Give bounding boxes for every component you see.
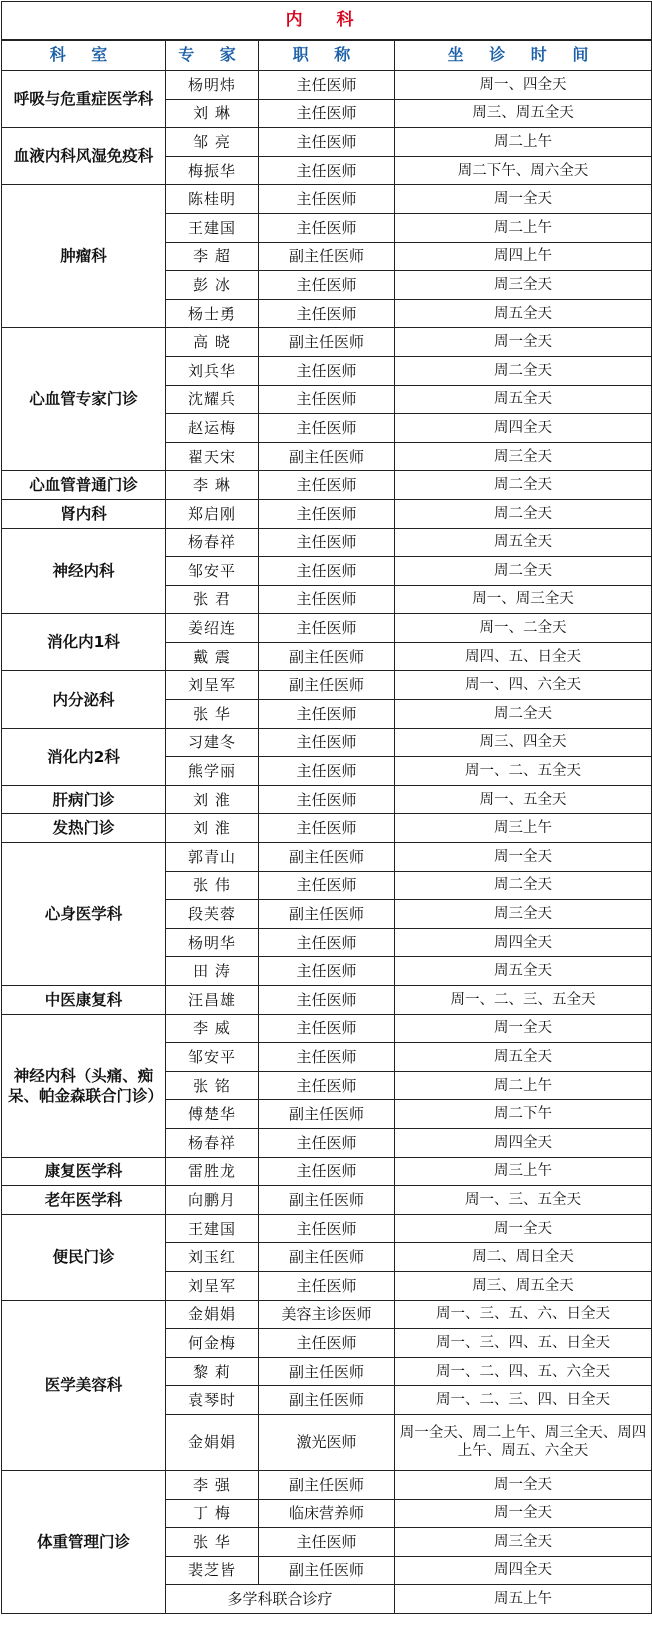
time-cell: 周三全天 (395, 271, 652, 300)
time-cell: 周一、二、三、四、日全天 (395, 1386, 652, 1415)
position-cell: 主任医师 (259, 271, 395, 300)
table-row (2, 128, 652, 157)
position-cell: 副主任医师 (259, 671, 395, 700)
position-cell: 副主任医师 (259, 328, 395, 357)
position-cell: 主任医师 (259, 614, 395, 643)
position-cell: 副主任医师 (259, 1243, 395, 1272)
position-cell: 副主任医师 (259, 1386, 395, 1415)
doctor-cell: 翟天宋 (166, 442, 259, 471)
doctor-cell: 黎 莉 (166, 1357, 259, 1386)
position-cell: 主任医师 (259, 385, 395, 414)
position-cell: 主任医师 (259, 1329, 395, 1358)
time-cell: 周三上午 (395, 1157, 652, 1186)
time-cell: 周一全天 (395, 1014, 652, 1043)
position-cell: 主任医师 (259, 728, 395, 757)
position-cell: 激光医师 (259, 1414, 395, 1470)
time-cell: 周三全天 (395, 1528, 652, 1557)
position-cell: 主任医师 (259, 528, 395, 557)
doctor-cell: 王建国 (166, 213, 259, 242)
position-cell: 主任医师 (259, 557, 395, 586)
time-cell: 周三、周五全天 (395, 1271, 652, 1300)
department-cell: 康复医学科 (2, 1157, 166, 1186)
doctor-cell: 何金梅 (166, 1329, 259, 1358)
time-cell: 周三上午 (395, 814, 652, 843)
table-row (2, 1470, 652, 1499)
time-cell: 周一、二全天 (395, 614, 652, 643)
department-cell: 血液内科风湿免疫科 (2, 128, 166, 185)
position-cell: 副主任医师 (259, 1100, 395, 1129)
time-cell: 周一、周三全天 (395, 585, 652, 614)
time-cell: 周一全天 (395, 1470, 652, 1499)
position-cell: 主任医师 (259, 156, 395, 185)
position-cell: 主任医师 (259, 499, 395, 528)
time-cell: 周三、四全天 (395, 728, 652, 757)
time-cell: 周二全天 (395, 471, 652, 500)
time-cell: 周一全天 (395, 1499, 652, 1528)
doctor-cell: 傅楚华 (166, 1100, 259, 1129)
doctor-cell: 刘兵华 (166, 356, 259, 385)
time-cell: 周四全天 (395, 1556, 652, 1585)
position-cell: 临床营养师 (259, 1499, 395, 1528)
doctor-cell: 张 华 (166, 1528, 259, 1557)
doctor-cell: 汪昌雄 (166, 986, 259, 1015)
doctor-cell: 邹安平 (166, 1043, 259, 1072)
position-cell: 主任医师 (259, 928, 395, 957)
time-cell: 周一、二、四、五、六全天 (395, 1357, 652, 1386)
position-cell: 副主任医师 (259, 1556, 395, 1585)
position-cell: 副主任医师 (259, 242, 395, 271)
position-cell: 主任医师 (259, 1128, 395, 1157)
department-cell: 肾内科 (2, 499, 166, 528)
position-cell: 主任医师 (259, 299, 395, 328)
header-row (2, 40, 652, 71)
position-cell: 主任医师 (259, 700, 395, 729)
doctor-cell: 刘 淮 (166, 785, 259, 814)
position-cell: 主任医师 (259, 585, 395, 614)
doctor-cell: 张 伟 (166, 871, 259, 900)
doctor-cell: 刘呈军 (166, 1271, 259, 1300)
doctor-cell: 段芙蓉 (166, 900, 259, 929)
doctor-cell: 刘 淮 (166, 814, 259, 843)
doctor-cell: 杨春祥 (166, 1128, 259, 1157)
position-cell: 主任医师 (259, 1014, 395, 1043)
time-cell: 周二全天 (395, 871, 652, 900)
doctor-cell: 邹安平 (166, 557, 259, 586)
department-cell: 神经内科 (2, 528, 166, 614)
time-cell: 周二上午 (395, 213, 652, 242)
position-cell: 主任医师 (259, 1214, 395, 1243)
doctor-cell: 田 涛 (166, 957, 259, 986)
department-cell: 呼吸与危重症医学科 (2, 71, 166, 128)
department-cell: 便民门诊 (2, 1214, 166, 1300)
time-cell: 周一、二、五全天 (395, 757, 652, 786)
time-cell: 周四全天 (395, 414, 652, 443)
table-row (2, 1214, 652, 1243)
doctor-cell: 李 超 (166, 242, 259, 271)
table-row (2, 728, 652, 757)
doctor-cell: 郑启刚 (166, 499, 259, 528)
doctor-cell: 陈桂明 (166, 185, 259, 214)
doctor-cell: 彭 冰 (166, 271, 259, 300)
table-row (2, 986, 652, 1015)
doctor-cell: 熊学丽 (166, 757, 259, 786)
time-cell: 周二全天 (395, 557, 652, 586)
mdt-time-cell: 周五上午 (395, 1585, 652, 1614)
doctor-cell: 习建冬 (166, 728, 259, 757)
position-cell: 主任医师 (259, 414, 395, 443)
time-cell: 周四上午 (395, 242, 652, 271)
doctor-cell: 袁琴时 (166, 1386, 259, 1415)
department-cell: 内分泌科 (2, 671, 166, 728)
time-cell: 周三全天 (395, 442, 652, 471)
department-cell: 肿瘤科 (2, 185, 166, 328)
department-cell: 心身医学科 (2, 843, 166, 986)
doctor-cell: 刘 琳 (166, 99, 259, 128)
position-cell: 主任医师 (259, 1071, 395, 1100)
time-cell: 周五全天 (395, 1043, 652, 1072)
department-cell: 神经内科（头痛、痴呆、帕金森联合门诊） (2, 1014, 166, 1157)
table-row (2, 1157, 652, 1186)
table-row (2, 814, 652, 843)
department-cell: 肝病门诊 (2, 785, 166, 814)
position-cell: 主任医师 (259, 213, 395, 242)
time-cell: 周一全天 (395, 843, 652, 872)
time-cell: 周五全天 (395, 385, 652, 414)
table-row (2, 471, 652, 500)
doctor-cell: 李 威 (166, 1014, 259, 1043)
time-cell: 周一、二、三、五全天 (395, 986, 652, 1015)
table-row (2, 614, 652, 643)
time-cell: 周三、周五全天 (395, 99, 652, 128)
table-row (2, 328, 652, 357)
table-row (2, 671, 652, 700)
table-row (2, 843, 652, 872)
time-cell: 周二上午 (395, 1071, 652, 1100)
doctor-cell: 杨春祥 (166, 528, 259, 557)
position-cell: 主任医师 (259, 99, 395, 128)
time-cell: 周四全天 (395, 928, 652, 957)
position-cell: 主任医师 (259, 1271, 395, 1300)
doctor-cell: 张 君 (166, 585, 259, 614)
time-cell: 周四全天 (395, 1128, 652, 1157)
doctor-cell: 杨明炜 (166, 71, 259, 100)
time-cell: 周五全天 (395, 299, 652, 328)
position-cell: 副主任医师 (259, 843, 395, 872)
doctor-cell: 张 华 (166, 700, 259, 729)
position-cell: 主任医师 (259, 871, 395, 900)
position-cell: 主任医师 (259, 957, 395, 986)
department-cell: 消化内1科 (2, 614, 166, 671)
time-cell: 周二下午、周六全天 (395, 156, 652, 185)
position-cell: 副主任医师 (259, 442, 395, 471)
doctor-cell: 王建国 (166, 1214, 259, 1243)
doctor-cell: 杨明华 (166, 928, 259, 957)
doctor-cell: 赵运梅 (166, 414, 259, 443)
doctor-cell: 姜绍连 (166, 614, 259, 643)
doctor-cell: 雷胜龙 (166, 1157, 259, 1186)
doctor-cell: 杨士勇 (166, 299, 259, 328)
table-row (2, 1014, 652, 1043)
position-cell: 副主任医师 (259, 900, 395, 929)
time-cell: 周二上午 (395, 128, 652, 157)
doctor-cell: 刘呈军 (166, 671, 259, 700)
position-cell: 副主任医师 (259, 1186, 395, 1215)
doctor-cell: 梅振华 (166, 156, 259, 185)
doctor-cell: 向鹏月 (166, 1186, 259, 1215)
schedule-body (2, 71, 652, 1614)
table-row (2, 1300, 652, 1329)
department-cell: 老年医学科 (2, 1186, 166, 1215)
position-cell: 主任医师 (259, 785, 395, 814)
department-cell: 心血管普通门诊 (2, 471, 166, 500)
time-cell: 周五全天 (395, 957, 652, 986)
position-cell: 主任医师 (259, 1157, 395, 1186)
position-cell: 主任医师 (259, 71, 395, 100)
doctor-cell: 戴 震 (166, 642, 259, 671)
doctor-cell: 金娟娟 (166, 1300, 259, 1329)
doctor-cell: 沈耀兵 (166, 385, 259, 414)
department-cell: 医学美容科 (2, 1300, 166, 1470)
position-cell: 主任医师 (259, 128, 395, 157)
doctor-cell: 高 晓 (166, 328, 259, 357)
time-cell: 周四、五、日全天 (395, 642, 652, 671)
title-row (2, 2, 652, 40)
department-cell: 心血管专家门诊 (2, 328, 166, 471)
table-row (2, 1186, 652, 1215)
table-title: 内 科 (2, 2, 652, 40)
time-cell: 周二全天 (395, 700, 652, 729)
table-row (2, 185, 652, 214)
header-department: 科 室 (2, 40, 166, 71)
department-cell: 体重管理门诊 (2, 1470, 166, 1613)
table-row (2, 499, 652, 528)
position-cell: 主任医师 (259, 1043, 395, 1072)
header-doctor: 专 家 (166, 40, 259, 71)
department-cell: 中医康复科 (2, 986, 166, 1015)
time-cell: 周一、五全天 (395, 785, 652, 814)
position-cell: 主任医师 (259, 986, 395, 1015)
time-cell: 周二全天 (395, 356, 652, 385)
position-cell: 主任医师 (259, 185, 395, 214)
time-cell: 周一、三、五全天 (395, 1186, 652, 1215)
position-cell: 副主任医师 (259, 642, 395, 671)
position-cell: 美容主诊医师 (259, 1300, 395, 1329)
table-row (2, 785, 652, 814)
doctor-cell: 李 琳 (166, 471, 259, 500)
doctor-cell: 丁 梅 (166, 1499, 259, 1528)
department-cell: 消化内2科 (2, 728, 166, 785)
position-cell: 主任医师 (259, 1528, 395, 1557)
time-cell: 周一全天、周二上午、周三全天、周四上午、周五、六全天 (395, 1414, 652, 1470)
time-cell: 周一全天 (395, 185, 652, 214)
position-cell: 主任医师 (259, 814, 395, 843)
table-row (2, 528, 652, 557)
schedule-table (1, 1, 652, 1614)
header-time: 坐 诊 时 间 (395, 40, 652, 71)
doctor-cell: 裴芝皆 (166, 1556, 259, 1585)
time-cell: 周一、四、六全天 (395, 671, 652, 700)
time-cell: 周二、周日全天 (395, 1243, 652, 1272)
time-cell: 周一全天 (395, 328, 652, 357)
time-cell: 周二全天 (395, 499, 652, 528)
header-position: 职 称 (259, 40, 395, 71)
time-cell: 周一、三、五、六、日全天 (395, 1300, 652, 1329)
mdt-label-cell: 多学科联合诊疗 (166, 1585, 395, 1614)
position-cell: 副主任医师 (259, 1357, 395, 1386)
position-cell: 主任医师 (259, 471, 395, 500)
time-cell: 周一全天 (395, 1214, 652, 1243)
table-row (2, 71, 652, 100)
doctor-cell: 张 铭 (166, 1071, 259, 1100)
doctor-cell: 李 强 (166, 1470, 259, 1499)
position-cell: 副主任医师 (259, 1470, 395, 1499)
department-cell: 发热门诊 (2, 814, 166, 843)
time-cell: 周二下午 (395, 1100, 652, 1129)
doctor-cell: 郭青山 (166, 843, 259, 872)
time-cell: 周三全天 (395, 900, 652, 929)
time-cell: 周一、四全天 (395, 71, 652, 100)
time-cell: 周一、三、四、五、日全天 (395, 1329, 652, 1358)
doctor-cell: 邹 亮 (166, 128, 259, 157)
position-cell: 主任医师 (259, 757, 395, 786)
doctor-cell: 金娟娟 (166, 1414, 259, 1470)
doctor-cell: 刘玉红 (166, 1243, 259, 1272)
time-cell: 周五全天 (395, 528, 652, 557)
position-cell: 主任医师 (259, 356, 395, 385)
